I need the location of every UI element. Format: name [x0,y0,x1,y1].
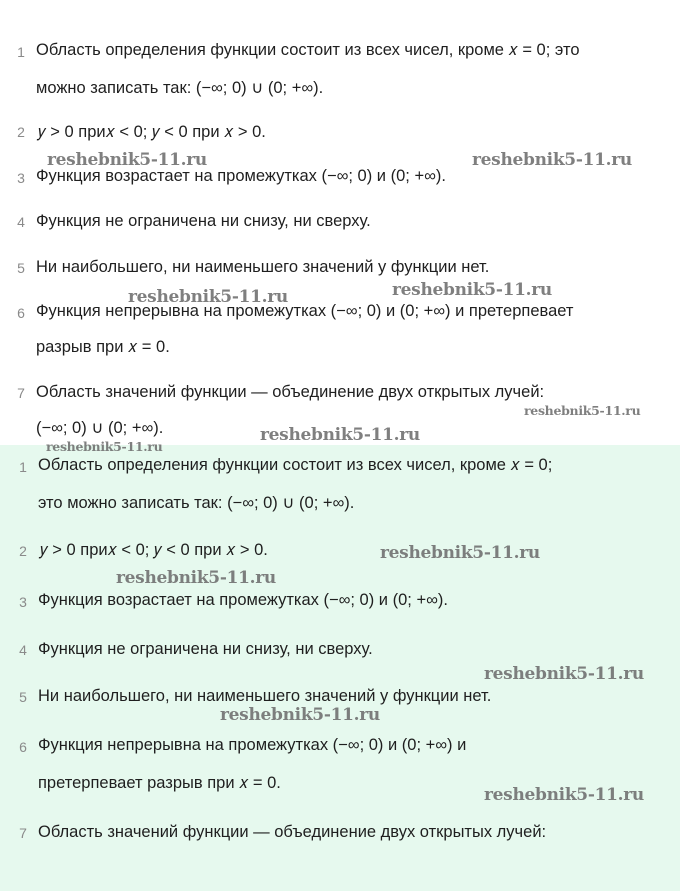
solution-block-1 [0,0,680,445]
item-text: Область определения функции состоит из всех чисел, кроме 𝑥 = 0; [38,456,553,474]
watermark: reshebnik5-11.ru [484,785,644,805]
item-number: 3 [19,594,27,610]
item-number: 5 [17,260,25,276]
watermark: reshebnik5-11.ru [220,705,380,725]
item-text: разрыв при 𝑥 = 0. [36,338,170,356]
item-text: Функция возрастает на промежутках (−∞; 0) и (0; +∞). [38,591,448,609]
item-text: 𝑦 > 0 при𝑥 < 0; 𝑦 < 0 при 𝑥 > 0. [40,541,268,559]
watermark: reshebnik5-11.ru [260,425,420,445]
item-text: Область значений функции — объединение двух открытых лучей: [36,383,545,401]
item-number: 6 [17,305,25,321]
item-number: 4 [19,642,27,658]
item-text: Функция непрерывна на промежутках (−∞; 0) и (0; +∞) и претерпевает [36,302,574,320]
item-text: (−∞; 0) ∪ (0; +∞). [36,419,164,437]
watermark: reshebnik5-11.ru [392,280,552,300]
item-text: претерпевает разрыв при 𝑥 = 0. [38,774,281,792]
item-text: Ни наибольшего, ни наименьшего значений у функции нет. [38,687,492,705]
item-number: 3 [17,170,25,186]
item-number: 7 [17,385,25,401]
watermark: reshebnik5-11.ru [116,568,276,588]
watermark: reshebnik5-11.ru [380,543,540,563]
watermark: reshebnik5-11.ru [128,287,288,307]
item-text: это можно записать так: (−∞; 0) ∪ (0; +∞). [38,494,355,512]
item-number: 2 [17,124,25,140]
item-text: Область определения функции состоит из всех чисел, кроме 𝑥 = 0; это [36,41,580,59]
watermark: reshebnik5-11.ru [524,403,641,418]
watermark: reshebnik5-11.ru [472,150,632,170]
item-text: Функция не ограничена ни снизу, ни сверху. [38,640,373,658]
item-number: 5 [19,689,27,705]
item-text: Область значений функции — объединение двух открытых лучей: [38,823,547,841]
item-text: можно записать так: (−∞; 0) ∪ (0; +∞). [36,79,324,97]
item-text: Функция непрерывна на промежутках (−∞; 0) и (0; +∞) и [38,736,467,754]
watermark: reshebnik5-11.ru [47,150,207,170]
item-text: Функция не ограничена ни снизу, ни сверху. [36,212,371,230]
item-number: 2 [19,543,27,559]
item-number: 4 [17,214,25,230]
item-number: 1 [19,459,27,475]
watermark: reshebnik5-11.ru [46,439,163,454]
item-text: Ни наибольшего, ни наименьшего значений у функции нет. [36,258,490,276]
watermark: reshebnik5-11.ru [484,664,644,684]
item-number: 1 [17,44,25,60]
item-text: 𝑦 > 0 при𝑥 < 0; 𝑦 < 0 при 𝑥 > 0. [38,123,266,141]
item-number: 7 [19,825,27,841]
item-number: 6 [19,739,27,755]
item-text: Функция возрастает на промежутках (−∞; 0) и (0; +∞). [36,167,446,185]
